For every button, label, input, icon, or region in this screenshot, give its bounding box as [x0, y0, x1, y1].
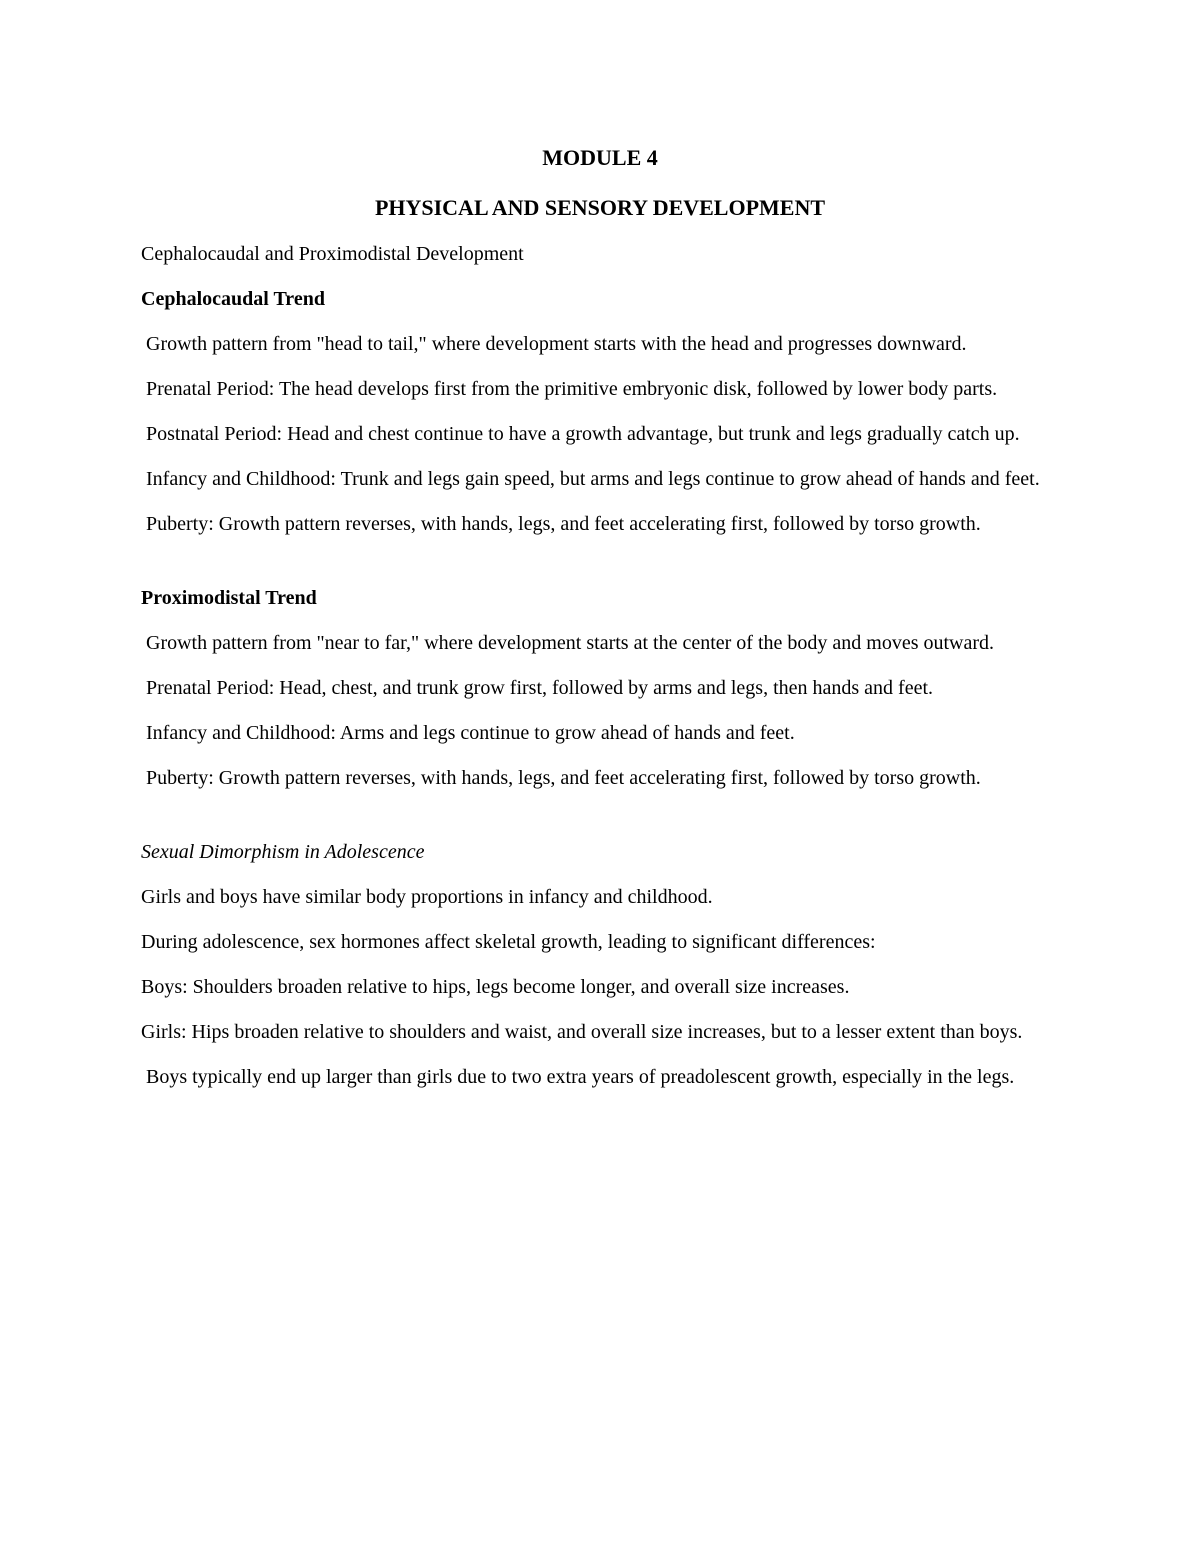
main-title: PHYSICAL AND SENSORY DEVELOPMENT [374, 195, 826, 220]
dimorphism-paragraph: Girls: Hips broaden relative to shoulders and waist, and overall size increases, but to a lesser extent than boys. [141, 1021, 1023, 1043]
intro-line: Cephalocaudal and Proximodistal Development [141, 243, 524, 265]
cephalocaudal-paragraph: Postnatal Period: Head and chest continue to have a growth advantage, but trunk and legs gradually catch up. [146, 423, 1020, 445]
proximodistal-paragraph: Infancy and Childhood: Arms and legs continue to grow ahead of hands and feet. [146, 722, 795, 744]
cephalocaudal-paragraph: Prenatal Period: The head develops first from the primitive embryonic disk, followed by lower body parts. [146, 378, 998, 400]
document-content [141, 142, 1059, 1092]
proximodistal-paragraph: Prenatal Period: Head, chest, and trunk grow first, followed by arms and legs, then hands and feet. [146, 677, 934, 699]
dimorphism-heading: Sexual Dimorphism in Adolescence [141, 841, 425, 863]
proximodistal-paragraph: Puberty: Growth pattern reverses, with hands, legs, and feet accelerating first, followed by torso growth. [146, 767, 981, 789]
cephalocaudal-paragraph: Puberty: Growth pattern reverses, with hands, legs, and feet accelerating first, followed by torso growth. [146, 513, 981, 535]
dimorphism-paragraph: Boys typically end up larger than girls due to two extra years of preadolescent growth, especially in the legs. [146, 1066, 1015, 1088]
cephalocaudal-heading: Cephalocaudal Trend [141, 288, 325, 310]
dimorphism-paragraph: Girls and boys have similar body proportions in infancy and childhood. [141, 886, 713, 908]
dimorphism-paragraph: During adolescence, sex hormones affect skeletal growth, leading to significant differences: [141, 931, 876, 953]
dimorphism-paragraph: Boys: Shoulders broaden relative to hips, legs become longer, and overall size increases. [141, 976, 850, 998]
module-title: MODULE 4 [542, 145, 658, 170]
cephalocaudal-paragraph: Infancy and Childhood: Trunk and legs gain speed, but arms and legs continue to grow ahead of hands and feet. [146, 468, 1040, 490]
proximodistal-paragraph: Growth pattern from "near to far," where development starts at the center of the body and moves outward. [146, 632, 995, 654]
cephalocaudal-paragraph: Growth pattern from "head to tail," where development starts with the head and progresses downward. [146, 333, 967, 355]
proximodistal-heading: Proximodistal Trend [141, 587, 317, 609]
